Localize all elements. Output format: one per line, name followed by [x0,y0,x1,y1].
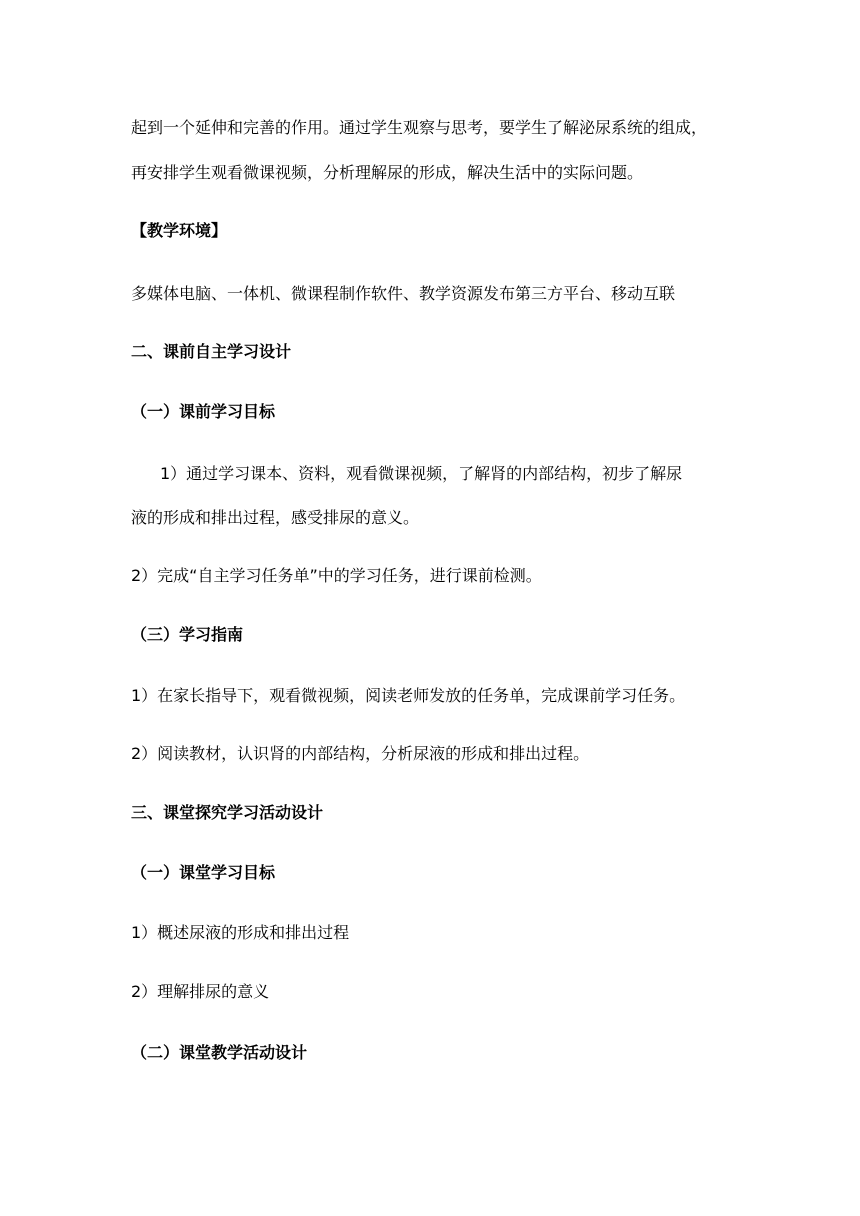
paragraph-line: 2）完成“自主学习任务单”中的学习任务，进行课前检测。 [131,566,542,585]
section-heading-teaching-environment: 【教学环境】 [131,221,228,240]
paragraph-line: 1）在家长指导下，观看微视频，阅读老师发放的任务单，完成课前学习任务。 [131,686,686,705]
section-heading-classroom-design: 三、课堂探究学习活动设计 [131,803,324,822]
paragraph-line: 2）理解排尿的意义 [131,982,270,1001]
paragraph-line: 再安排学生观看微课视频，分析理解尿的形成，解决生活中的实际问题。 [131,163,644,182]
subsection-heading-classroom-goals: （一）课堂学习目标 [131,863,276,882]
paragraph-line: 1）通过学习课本、资料，观看微课视频，了解肾的内部结构，初步了解尿 [160,464,683,483]
subsection-heading-study-guide: （三）学习指南 [131,625,244,644]
paragraph-line: 1）概述尿液的形成和排出过程 [131,923,350,942]
paragraph-line: 起到一个延伸和完善的作用。通过学生观察与思考，要学生了解泌尿系统的组成， [131,118,708,137]
subsection-heading-pre-class-goals: （一）课前学习目标 [131,402,276,421]
section-heading-pre-class-design: 二、课前自主学习设计 [131,342,292,361]
paragraph-line: 2）阅读教材，认识肾的内部结构，分析尿液的形成和排出过程。 [131,744,590,763]
subsection-heading-classroom-activities: （二）课堂教学活动设计 [131,1043,308,1062]
paragraph-line: 多媒体电脑、一体机、微课程制作软件、教学资源发布第三方平台、移动互联 [131,284,676,303]
paragraph-line: 液的形成和排出过程，感受排尿的意义。 [131,508,420,527]
